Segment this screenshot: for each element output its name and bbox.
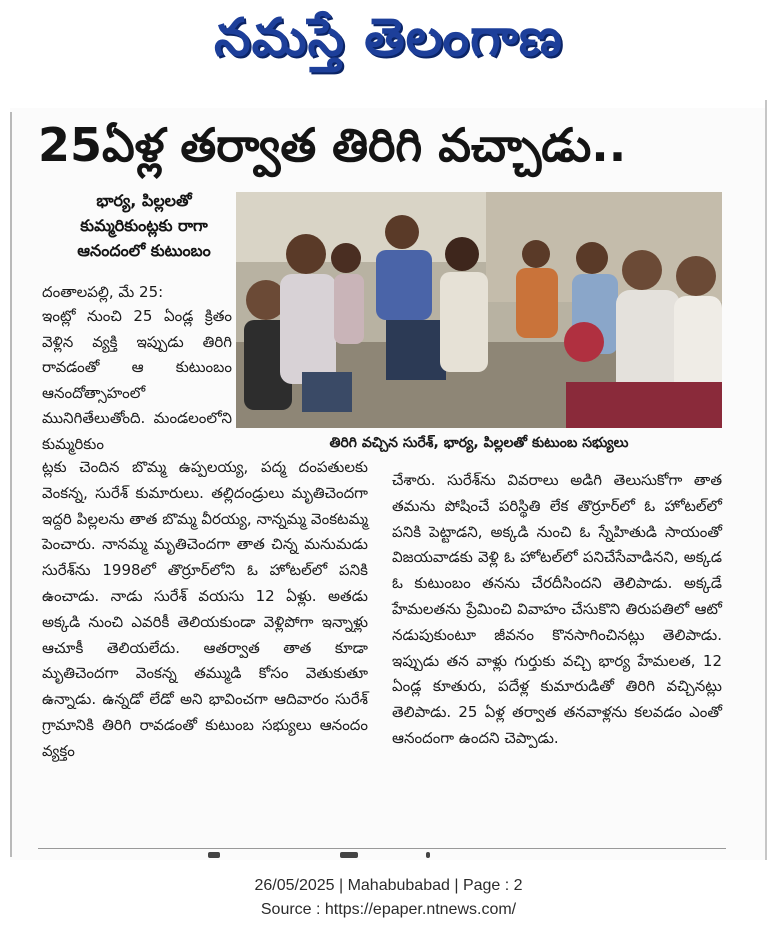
article-body-right-column: చేశారు. సురేశ్‌ను వివరాలు అడిగి తెలుసుకోగా తాత తమను పోషించే పరిస్థితి లేక తొర్రూర్‌లో ఓ హోటల్‌లో పనికి పెట్టాడని, అక్కడి నుంచి ఓ స్నేహితుడి సాయంతో విజయవాడకు వెళ్లి ఓ హోటల్‌లో పనిచేసేవాడినని, అక్కడ ఓ కుటుంబం తనను చేరదీసిందని తెలిపాడు. అక్కడే హేమలతను ప్రేమించి వివాహం చేసుకొని తిరుపతిలో ఆటో నడుపుకుంటూ జీవనం కొనసాగించినట్లు తెలిపాడు. ఇప్పుడు తన వాళ్లు గుర్తుకు వచ్చి భార్య హేమలత, 12 ఏండ్ల కూతురు, పదేళ్ల కుమారుడితో తిరిగి వచ్చినట్లు తెలిపాడు. 25 ఏళ్ల తర్వాత తనవాళ్లను కలవడం ఎంతో ఆనందంగా ఉందని చెప్పాడు.: [392, 471, 722, 747]
article-bottom-rule: [38, 848, 726, 849]
article-headline: 25ఏళ్ల తర్వాత తిరిగి వచ్చాడు..: [38, 118, 627, 172]
article-subheadline: భార్య, పిల్లలతో కుమ్మరికుంట్లకు రాగా ఆనందంలో కుటుంబం: [77, 191, 211, 260]
article-dateline: దంతాలపల్లి, మే 25:: [42, 283, 164, 301]
family-photo-illustration: [236, 192, 722, 428]
footer-source: Source : https://epaper.ntnews.com/: [260, 901, 517, 918]
masthead-logo: నమస్తే తెలంగాణ: [214, 7, 563, 68]
masthead: [0, 0, 777, 88]
cut-off-next-headline: [200, 852, 500, 860]
article-photo: [236, 192, 722, 428]
footer-edition-info: 26/05/2025 | Mahabubabad | Page : 2: [254, 877, 523, 894]
article-body-intro: ఇంట్లో నుంచి 25 ఏండ్ల క్రితం వెళ్లిన వ్యక్తి ఇప్పుడు తిరిగి రావడంతో ఆ కుటుంబం ఆనందోత్సాహంలో మునిగితేలుతోంది. మండలంలోని కుమ్మరికుం: [42, 307, 232, 453]
left-column-rule: [10, 112, 12, 857]
photo-caption: తిరిగి వచ్చిన సురేశ్, భార్య, పిల్లలతో కుటుంబ సభ్యులు: [329, 434, 629, 451]
article-body-left-column: ట్లకు చెందిన బొమ్మ ఉప్పలయ్య, పద్మ దంపతులకు వెంకన్న, సురేశ్ కుమారులు. తల్లిదండ్రులు మృతిచెందగా ఇద్దరి పిల్లలను తాత బొమ్మ వీరయ్య, నాన్నమ్మ వెంకటమ్మ పెంచారు. నానమ్మ మృతిచెందగా తాత చిన్న మనుమడు సురేశ్‌ను 1998లో తొర్రూర్‌లోని ఓ హోటల్‌లో పనికి ఉంచాడు. నాడు సురేశ్ వయసు 12 ఏళ్లు. అతడు అక్కడి నుంచి ఎవరికీ తెలియకుండా వెళ్లిపోగా ఇన్నాళ్లు ఆచూకీ తెలియలేదు. ఆతర్వాత తాత కూడా మృతిచెందగా వెంకన్న తమ్ముడి కోసం వెతుకుతూ ఉన్నాడు. ఉన్నడో లేడో అని భావించగా ఆదివారం సురేశ్ గ్రామానికి తిరిగి రావడంతో కుటుంబ సభ్యులు ఆనందం వ్యక్తం: [42, 458, 368, 760]
right-column-rule: [765, 100, 767, 860]
